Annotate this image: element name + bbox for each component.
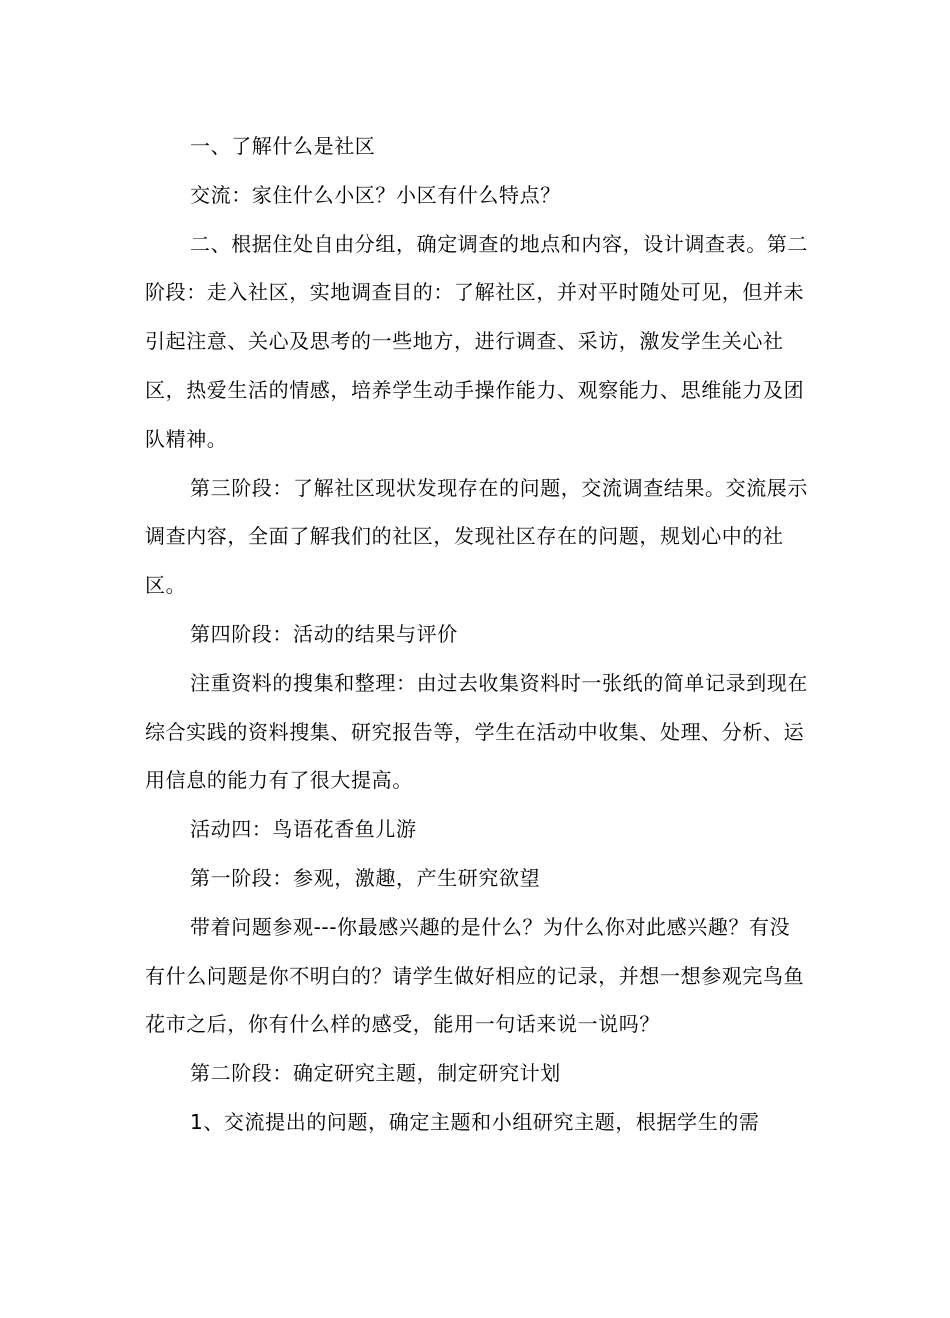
paragraph-item-one: 1、交流提出的问题，确定主题和小组研究主题，根据学生的需: [190, 1109, 760, 1134]
paragraph-discussion-questions: 交流：家住什么小区？小区有什么特点？: [190, 182, 561, 207]
heading-stage-two-research: 第二阶段：确定研究主题，制定研究计划: [190, 1061, 561, 1086]
heading-understand-community: 一、了解什么是社区: [190, 134, 376, 158]
paragraph-stage-three: 第三阶段：了解社区现状发现存在的问题，交流调查结果。交流展示调查内容，全面了解我们的社区，发现社区存在的问题，规划心中的社区。: [145, 475, 808, 598]
heading-stage-one: 第一阶段：参观，激趣，产生研究欲望: [190, 865, 541, 890]
document-body: [145, 122, 809, 1147]
heading-activity-four: 活动四：鸟语花香鱼儿游: [190, 817, 417, 842]
paragraph-visit-questions: 带着问题参观---你最感兴趣的是什么？为什么你对此感兴趣？有没有什么问题是你不明白的？请学生做好相应的记录，并想一想参观完鸟鱼花市之后，你有什么样的感受，能用一句话来说一说吗？: [145, 914, 805, 1037]
heading-stage-four: 第四阶段：活动的结果与评价: [190, 621, 458, 646]
paragraph-material-collection: 注重资料的搜集和整理：由过去收集资料时一张纸的简单记录到现在综合实践的资料搜集、研究报告等，学生在活动中收集、处理、分析、运用信息的能力有了很大提高。: [145, 670, 808, 793]
paragraph-stage-two: 二、根据住处自由分组，确定调查的地点和内容，设计调查表。第二阶段：走入社区，实地调查目的：了解社区，并对平时随处可见，但并未引起注意、关心及思考的一些地方，进行调查、采访，激发学生关心社区，热爱生活的情感，培养学生动手操作能力、观察能力、思维能力及团队精神。: [145, 231, 808, 451]
